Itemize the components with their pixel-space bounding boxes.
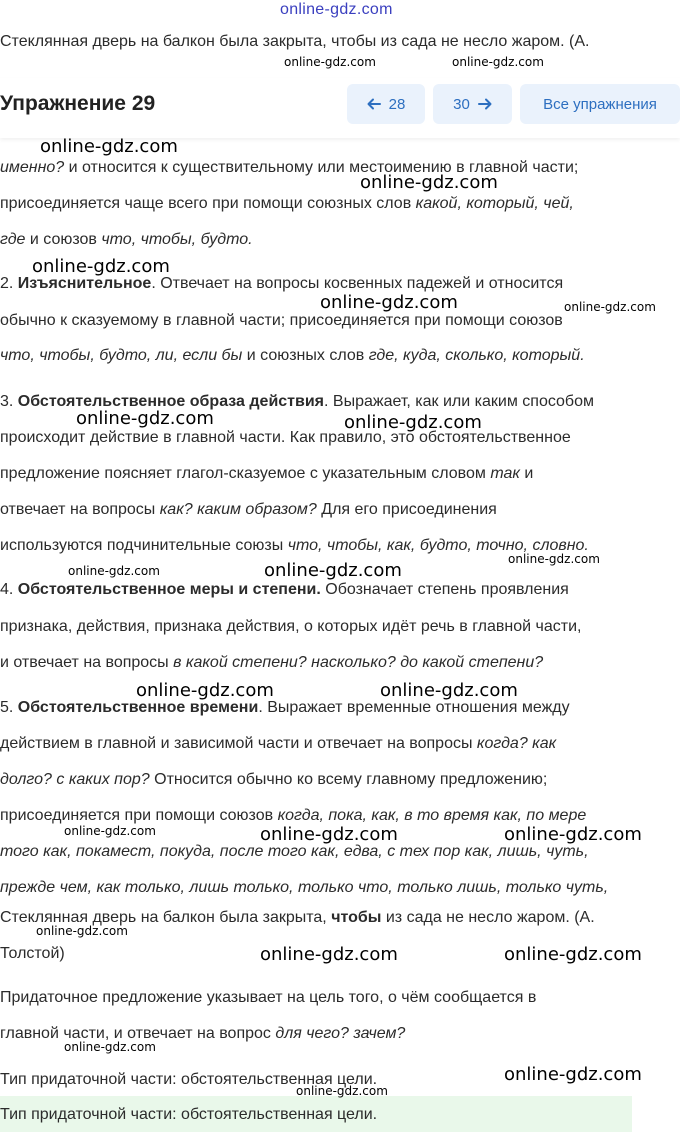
watermark: online-gdz.com: [68, 564, 160, 578]
text-line: 3. Обстоятельственное образа действия. Выражает, как или каким способом: [0, 393, 594, 410]
watermark: online-gdz.com: [136, 680, 274, 701]
watermark: online-gdz.com: [36, 924, 128, 938]
text-line: именно? и относится к существительному или местоимению в главной части;: [0, 159, 579, 176]
watermark: online-gdz.com: [504, 1064, 642, 1085]
type-line: Тип придаточной части: обстоятельственная цели.: [0, 1071, 378, 1088]
text-line: и отвечает на вопросы в какой степени? насколько? до какой степени?: [0, 654, 544, 671]
answer-type-line: Тип придаточной части: обстоятельственная цели.: [0, 1106, 378, 1123]
text-line: присоединяется чаще всего при помощи союзных слов какой, который, чей,: [0, 195, 574, 212]
explanation-line: Придаточное предложение указывает на цель того, о чём сообщается в: [0, 989, 537, 1006]
explanation-line: главной части, и отвечает на вопрос для чего? зачем?: [0, 1025, 406, 1042]
watermark: online-gdz.com: [344, 412, 482, 433]
arrow-left-icon: [367, 97, 381, 111]
text-line: обычно к сказуемому в главной части; присоединяется при помощи союзов: [0, 312, 563, 329]
watermark: online-gdz.com: [64, 1040, 156, 1054]
watermark: online-gdz.com: [264, 560, 402, 581]
watermark: online-gdz.com: [564, 300, 656, 314]
all-exercises-label: Все упражнения: [543, 95, 657, 113]
text-line: что, чтобы, будто, ли, если бы и союзных слов где, куда, сколько, который.: [0, 347, 585, 364]
watermark: online-gdz.com: [284, 55, 376, 69]
watermark: online-gdz.com: [260, 824, 398, 845]
next-exercise-button[interactable]: [433, 84, 512, 124]
watermark: online-gdz.com: [76, 408, 214, 429]
watermark: online-gdz.com: [504, 944, 642, 965]
watermark: online-gdz.com: [508, 552, 600, 566]
watermark: online-gdz.com: [64, 824, 156, 838]
text-line: присоединяется при помощи союзов когда, пока, как, в то время как, по мере: [0, 807, 587, 824]
prev-exercise-button[interactable]: [347, 84, 425, 124]
arrow-right-icon: [478, 97, 492, 111]
watermark: online-gdz.com: [452, 55, 544, 69]
watermark: online-gdz.com: [504, 824, 642, 845]
text-line: происходит действие в главной части. Как правило, это обстоятельственное: [0, 429, 571, 446]
next-exercise-label: 30: [453, 95, 470, 113]
answer-line: Стеклянная дверь на балкон была закрыта, чтобы из сада не несло жаром. (А.: [0, 909, 595, 926]
text-line: 5. Обстоятельственное времени. Выражает временные отношения между: [0, 699, 570, 716]
answer-line: Толстой): [0, 945, 65, 962]
text-line: действием в главной и зависимой части и отвечает на вопросы когда? как: [0, 735, 557, 752]
site-logo[interactable]: online-gdz.com: [280, 1, 393, 18]
text-line: долго? с каких пор? Относится обычно ко всему главному предложению;: [0, 771, 548, 788]
text-line: 4. Обстоятельственное меры и степени. Обозначает степень проявления: [0, 581, 569, 598]
prev-exercise-label: 28: [388, 95, 406, 113]
text-line: того как, покамест, покуда, после того как, едва, с тех пор как, лишь, чуть,: [0, 843, 589, 860]
watermark: online-gdz.com: [32, 256, 170, 277]
text-line: признака, действия, признака действия, о которых идёт речь в главной части,: [0, 618, 582, 635]
watermark: online-gdz.com: [296, 1084, 388, 1098]
watermark: online-gdz.com: [260, 944, 398, 965]
text-line: используются подчинительные союзы что, чтобы, как, будто, точно, словно.: [0, 537, 589, 554]
text-line: предложение поясняет глагол-сказуемое с указательным словом так и: [0, 465, 534, 482]
page-title: Упражнение 29: [0, 92, 156, 115]
text-line: где и союзов что, чтобы, будто.: [0, 231, 253, 248]
top-text-line: Стеклянная дверь на балкон была закрыта, чтобы из сада не несло жаром. (А.: [0, 33, 590, 50]
text-line: отвечает на вопросы как? каким образом? Для его присоединения: [0, 501, 497, 518]
watermark: online-gdz.com: [380, 680, 518, 701]
watermark: online-gdz.com: [360, 172, 498, 193]
watermark: online-gdz.com: [320, 292, 458, 313]
text-line: 2. Изъяснительное. Отвечает на вопросы косвенных падежей и относится: [0, 275, 564, 292]
watermark: online-gdz.com: [40, 136, 178, 157]
text-line: прежде чем, как только, лишь только, только что, только лишь, только чуть,: [0, 879, 609, 896]
all-exercises-button[interactable]: [520, 84, 680, 124]
